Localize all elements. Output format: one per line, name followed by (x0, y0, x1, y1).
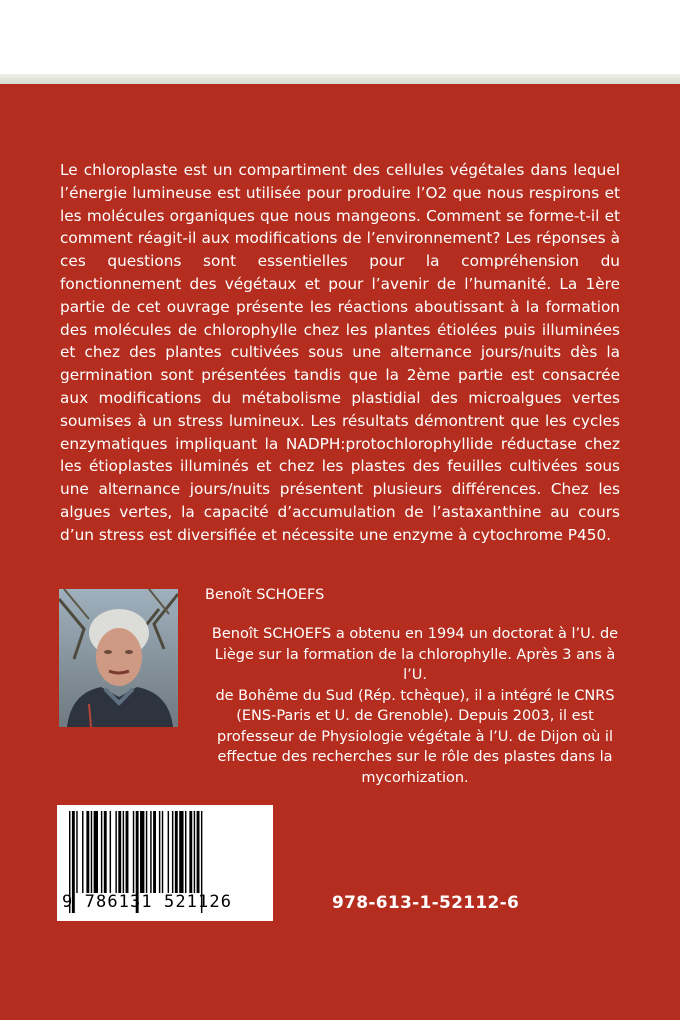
barcode-bar (179, 811, 183, 893)
author-name: Benoît SCHOEFS (205, 587, 325, 603)
barcode-bar (133, 811, 134, 893)
barcode-bar (110, 811, 111, 893)
author-biography (205, 624, 625, 788)
book-summary: Le chloroplaste est un compartiment des cellules végétales dans lequel l’énergie lumineuse est utilisée pour produire l’O2 que nous respirons et les molécules organiques que nous mangeons. Comment se forme-t-il et comment réagit-il aux modifications de l’environnement? Les réponses à ces questions sont essentielles pour la compréhension du fonctionnement des végétaux et pour l’avenir de l’humanité. La 1ère partie de cet ouvrage présente les réactions aboutissant à la formation des molécules de chlorophylle chez les plantes étiolées puis illuminées et chez des plantes cultivées sous une alternance jours/nuits dès la germination sont présentées tandis que la 2ème partie est consacrée aux modifications du métabolisme plastidial des microalgues vertes soumises à un stress lumineux. Les résultats démontrent que les cycles enzymatiques impliquant la NADPH:protochlorophyllide réductase chez les étioplastes illuminés et chez les plastes des feuilles cultivées sous une alternance jours/nuits présentent plusieurs différences. Chez les algues vertes, la capacité d’accumulation de l’astaxanthine au cours d’un stress est diversifiée et nécessite une enzyme à cytochrome P450. (60, 161, 620, 544)
author-bio-line: (ENS-Paris et U. de Grenoble). Depuis 2003, il est (236, 708, 594, 724)
barcode-bar (189, 811, 192, 893)
barcode-bar (126, 811, 129, 893)
author-photo (59, 589, 178, 727)
barcode-bar (123, 811, 124, 893)
barcode-bar (159, 811, 160, 893)
barcode-bar (86, 811, 89, 893)
barcode-bar (115, 811, 116, 893)
barcode-bar (172, 811, 173, 893)
barcode-bar (168, 811, 169, 893)
author-portrait-image (59, 589, 178, 727)
isbn-number: 978-613-1-52112-6 (332, 893, 520, 913)
barcode-bar (82, 811, 83, 893)
author-bio-line: Benoît SCHOEFS a obtenu en 1994 un doctorat à l’U. de (211, 626, 619, 642)
barcode-bar (91, 811, 92, 893)
barcode-bar (76, 811, 77, 893)
cover-top-margin (0, 0, 680, 74)
author-bio-line: effectue des recherches sur le rôle des plastes dans la (217, 749, 613, 765)
author-bio-line: professeur de Physiologie végétale à l’U. de Dijon où il (217, 728, 613, 745)
barcode-bar (194, 811, 195, 893)
barcode-digits: 9 786131 521126 (62, 892, 233, 912)
barcode-bar (146, 811, 147, 893)
author-bio-line: Liège sur la formation de la chlorophylle. Après 3 ans à l’U. (214, 646, 616, 683)
barcode-bar (104, 811, 107, 893)
cover-top-band (0, 74, 680, 84)
author-bio-line: mycorhization. (361, 769, 469, 786)
barcode-bar (153, 811, 156, 893)
barcode-bar (197, 811, 200, 893)
barcode-bar (162, 811, 163, 893)
author-bio-line: de Bohême du Sud (Rép. tchèque), il a intégré le CNRS (215, 687, 615, 704)
barcode-bar (150, 811, 151, 893)
barcode-bar (140, 811, 144, 893)
barcode-bar (185, 811, 186, 893)
barcode-bar (94, 811, 98, 893)
barcode-bar (118, 811, 121, 893)
barcode-bar (175, 811, 178, 893)
barcode-bar (101, 811, 102, 893)
